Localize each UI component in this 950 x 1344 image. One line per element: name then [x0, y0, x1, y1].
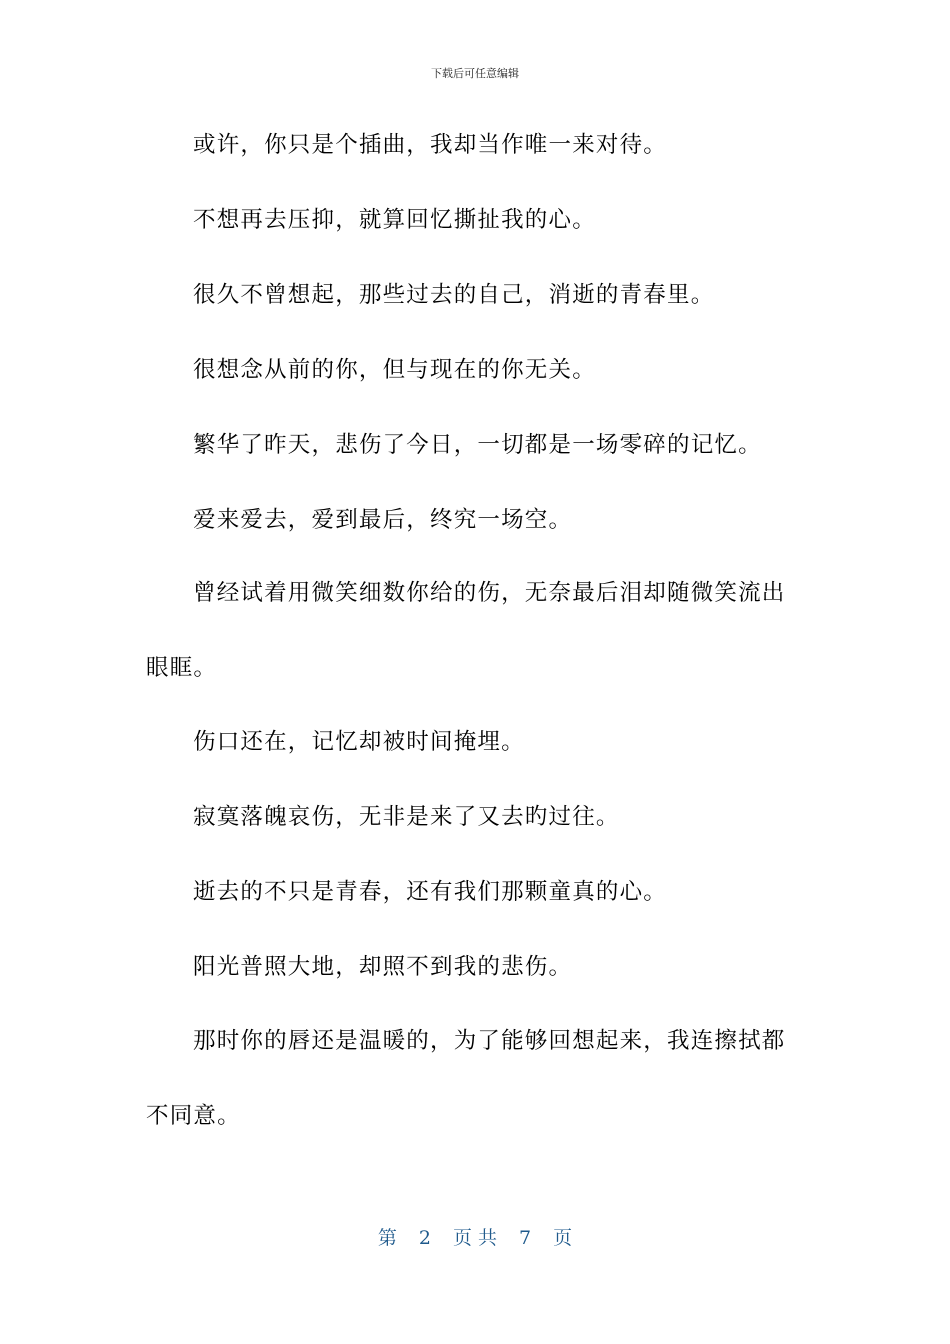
page-header-note: 下载后可任意编辑: [431, 67, 519, 80]
paragraph: 逝去的不只是青春，还有我们那颗童真的心。: [193, 879, 668, 905]
paragraph: 或许，你只是个插曲，我却当作唯一来对待。: [193, 132, 668, 158]
paragraph: 不想再去压抑，就算回忆撕扯我的心。: [193, 207, 596, 233]
paragraph: 爱来爱去，爱到最后，终究一场空。: [193, 507, 573, 533]
paragraph: 繁华了昨天，悲伤了今日，一切都是一场零碎的记忆。: [193, 432, 762, 458]
footer-current-page: 2: [418, 1227, 431, 1249]
paragraph: 曾经试着用微笑细数你给的伤，无奈最后泪却随微笑流出眼眶。: [146, 580, 786, 681]
footer-page-end-label: 页: [553, 1227, 573, 1249]
footer-page-of-label: 页 共: [452, 1227, 498, 1249]
footer-total-pages: 7: [519, 1227, 532, 1249]
paragraph: 很想念从前的你，但与现在的你无关。: [193, 357, 596, 383]
paragraph: 阳光普照大地，却照不到我的悲伤。: [193, 954, 573, 980]
footer-page-label: 第: [377, 1227, 397, 1249]
paragraph: 那时你的唇还是温暖的，为了能够回想起来，我连擦拭都不同意。: [146, 1028, 786, 1129]
paragraph: 寂寞落魄哀伤，无非是来了又去旳过往。: [193, 804, 620, 830]
paragraph: 很久不曾想起，那些过去的自己，消逝的青春里。: [193, 282, 715, 308]
page-footer: [0, 1224, 950, 1252]
paragraph: 伤口还在，记忆却被时间掩埋。: [193, 729, 525, 755]
